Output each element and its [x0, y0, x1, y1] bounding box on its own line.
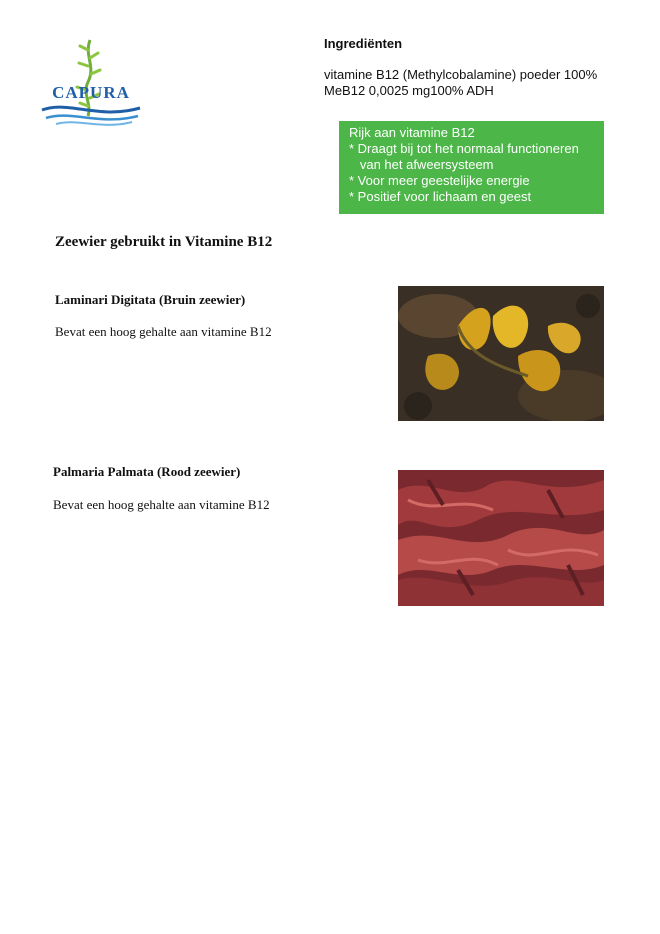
ingredients-title: Ingrediënten [324, 36, 403, 51]
benefits-box [339, 121, 604, 214]
seaweed-description: Bevat een hoog gehalte aan vitamine B12 [55, 324, 272, 339]
seaweed-logo-icon [38, 36, 144, 128]
seaweed-description: Bevat een hoog gehalte aan vitamine B12 [53, 497, 270, 512]
seaweed-name: Laminari Digitata (Bruin zeewier) [55, 292, 246, 307]
ingredients-line-1: vitamine B12 (Methylcobalamine) poeder 100% [324, 67, 598, 82]
seaweed-name: Palmaria Palmata (Rood zeewier) [53, 464, 241, 479]
capura-logo [38, 36, 144, 128]
benefit-line: van het afweersysteem [349, 157, 494, 172]
section-title: Zeewier gebruikt in Vitamine B12 [55, 234, 273, 250]
benefit-line: Rijk aan vitamine B12 [349, 125, 475, 140]
red-seaweed-photo [398, 470, 604, 606]
benefit-line: * Voor meer geestelijke energie [349, 173, 530, 188]
brown-seaweed-photo [398, 286, 604, 421]
benefit-line: * Positief voor lichaam en geest [349, 189, 532, 204]
benefit-line: * Draagt bij tot het normaal functioneren [349, 141, 579, 156]
ingredients-line-2: MeB12 0,0025 mg100% ADH [324, 83, 494, 98]
logo-text: CAPURA [52, 83, 130, 102]
